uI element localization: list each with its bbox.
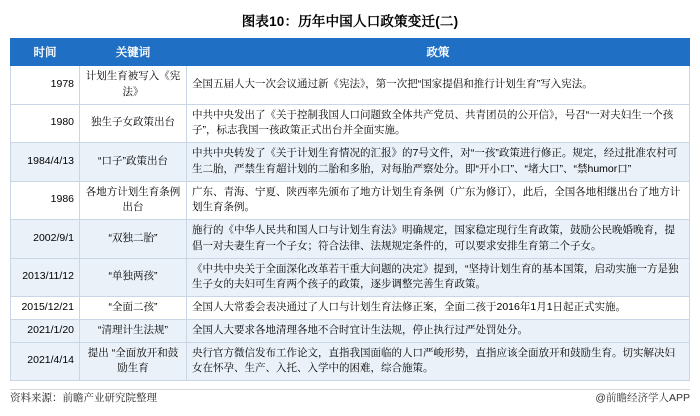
- table-row: [11, 319, 690, 342]
- cell-keyword: “双独二胎”: [80, 220, 187, 259]
- table-header-row: [11, 39, 690, 66]
- cell-time: 2002/9/1: [11, 220, 80, 259]
- cell-time: 2013/11/12: [11, 258, 80, 297]
- cell-time: 2015/12/21: [11, 297, 80, 320]
- cell-time: 1984/4/13: [11, 143, 80, 182]
- footer: [10, 390, 690, 410]
- cell-time: 2021/4/14: [11, 342, 80, 381]
- cell-keyword: 提出 “全面放开和鼓励生育: [80, 342, 187, 381]
- cell-policy: 《中共中央关于全面深化改革若干重大问题的决定》提到，“坚持计划生育的基本国策，启动实施一方是独生子女的夫妇可生育两个孩子的政策，逐步调整完善生育政策。: [187, 258, 690, 297]
- cell-policy: 央行官方微信发布工作论文，直指我国面临的人口严峻形势，直指应该全面放开和鼓励生育。切实解决妇女在怀孕、生产、入托、入学中的困难，综合施策。: [187, 342, 690, 381]
- cell-policy: 广东、青海、宁夏、陕西率先颁布了地方计划生育条例（广东为修订），此后，全国各地相继出台了地方计划生育条例。: [187, 181, 690, 220]
- cell-time: 1978: [11, 66, 80, 105]
- brand-watermark: @前瞻经济学人APP: [595, 392, 690, 404]
- cell-time: 1986: [11, 181, 80, 220]
- cell-keyword: “单独两孩”: [80, 258, 187, 297]
- cell-time: 1980: [11, 104, 80, 143]
- cell-policy: 施行的《中华人民共和国人口与计划生育法》明确规定，国家稳定现行生育政策，鼓励公民晚婚晚育，提倡一对夫妻生育一个子女；符合法律、法规规定条件的，可以要求安排生育第二个子女。: [187, 220, 690, 259]
- source-note: 资料来源：前瞻产业研究院整理: [10, 392, 157, 404]
- table-row: [11, 258, 690, 297]
- cell-policy: 中共中央发出了《关于控制我国人口问题致全体共产党员、共青团员的公开信》，号召“一对夫妇生一个孩子”，标志我国一孩政策正式出台并全面实施。: [187, 104, 690, 143]
- cell-keyword: 独生子女政策出台: [80, 104, 187, 143]
- cell-policy: 全国人大常委会表决通过了人口与计划生育法修正案，全面二孩于2016年1月1日起正式实施。: [187, 297, 690, 320]
- column-header-time: 时间: [11, 39, 80, 66]
- column-header-keyword: 关键词: [80, 39, 187, 66]
- cell-keyword: 各地方计划生育条例出台: [80, 181, 187, 220]
- table-row: [11, 297, 690, 320]
- column-header-policy: 政策: [187, 39, 690, 66]
- cell-keyword: “全面二孩”: [80, 297, 187, 320]
- table-row: [11, 66, 690, 105]
- table-header: [11, 39, 690, 66]
- table-row: [11, 181, 690, 220]
- cell-policy: 中共中央转发了《关于计划生育情况的汇报》的7号文件，对“一孩”政策进行修正。规定，经过批准农村可生二胎，严禁生育超计划的二胎和多胎，对每胎严察处分。即“开小口”、“堵大口”、“禁humor口”: [187, 143, 690, 182]
- policy-table: [10, 38, 690, 381]
- table-body: [11, 66, 690, 381]
- cell-policy: 全国五届人大一次会议通过新《宪法》，第一次把“国家提倡和推行计划生育”写入宪法。: [187, 66, 690, 105]
- page-title: 图表10：历年中国人口政策变迁(二): [241, 14, 459, 29]
- cell-keyword: “清理计生法规”: [80, 319, 187, 342]
- cell-keyword: 计划生育被写入《宪法》: [80, 66, 187, 105]
- table-row: [11, 143, 690, 182]
- table-row: [11, 342, 690, 381]
- cell-time: 2021/1/20: [11, 319, 80, 342]
- table-row: [11, 220, 690, 259]
- cell-keyword: “口子”政策出台: [80, 143, 187, 182]
- cell-policy: 全国人大要求各地清理各地不合时宜计生法规，停止执行过严处罚处分。: [187, 319, 690, 342]
- table-row: [11, 104, 690, 143]
